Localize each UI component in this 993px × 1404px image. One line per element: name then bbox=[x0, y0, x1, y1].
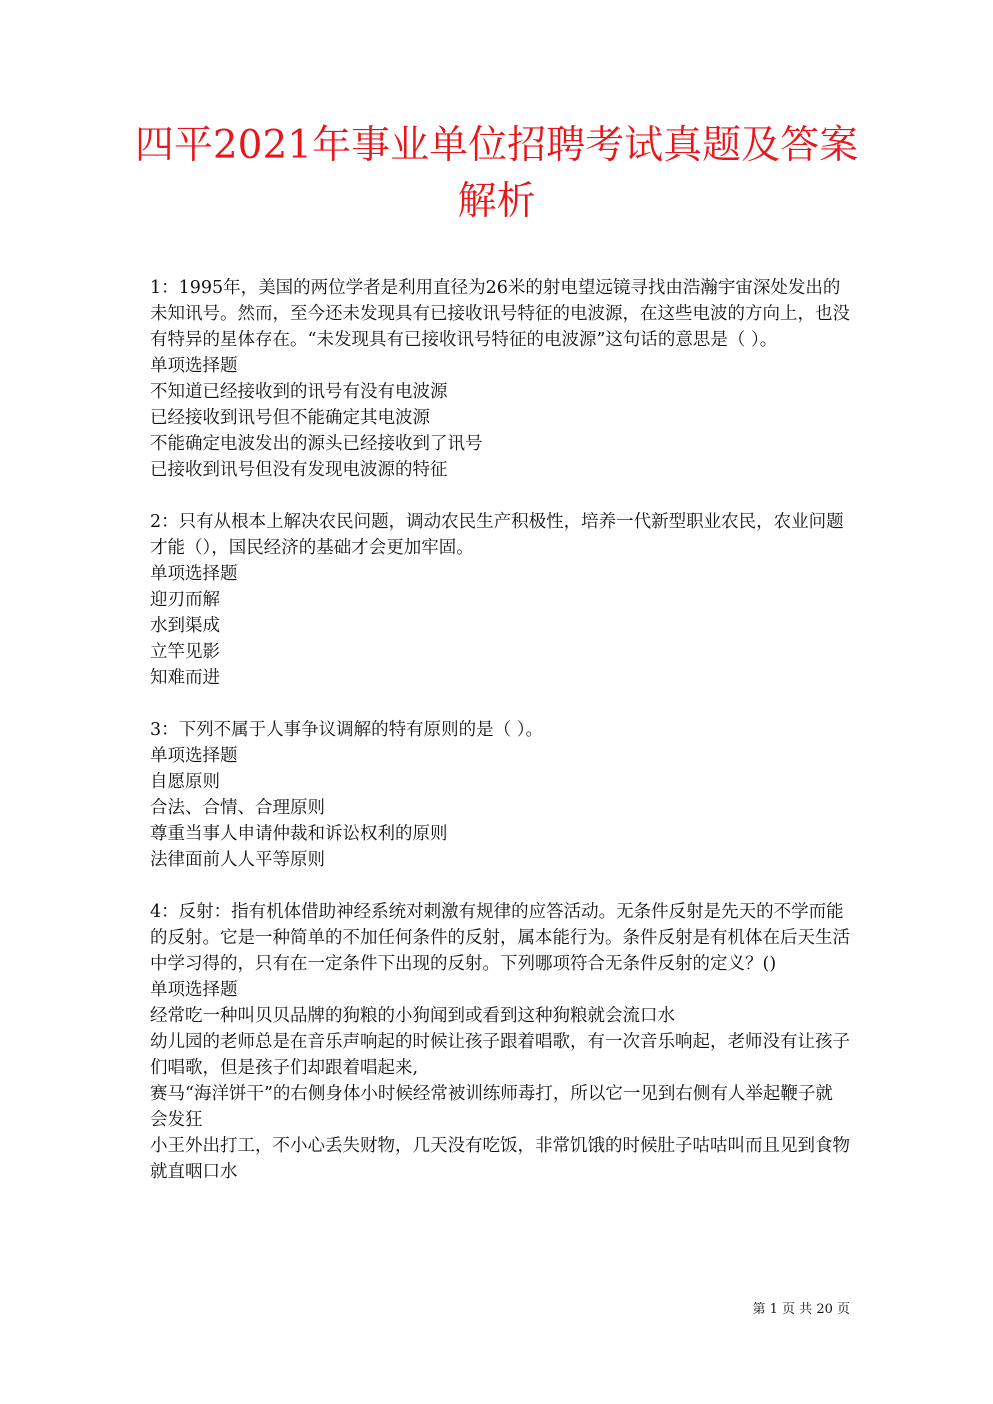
question-type: 单项选择题 bbox=[150, 356, 238, 376]
question-type: 单项选择题 bbox=[150, 746, 238, 766]
answer-option: 小王外出打工，不小心丢失财物，几天没有吃饭，非常饥饿的时候肚子咕咕叫而且见到食物就直咽口水 bbox=[150, 1136, 850, 1182]
question-2 bbox=[150, 509, 850, 691]
answer-option: 水到渠成 bbox=[150, 616, 220, 636]
answer-option: 自愿原则 bbox=[150, 772, 220, 792]
question-type: 单项选择题 bbox=[150, 564, 238, 584]
page-number: 第 1 页 共 20 页 bbox=[752, 1302, 850, 1317]
question-1 bbox=[150, 275, 850, 483]
document-title: 四平2021年事业单位招聘考试真题及答案解析 bbox=[134, 123, 859, 224]
question-stem: 2：只有从根本上解决农民问题，调动农民生产积极性，培养一代新型职业农民，农业问题才能（），国民经济的基础才会更加牢固。 bbox=[150, 512, 844, 558]
question-4 bbox=[150, 899, 850, 1185]
question-3 bbox=[150, 717, 850, 873]
answer-option: 迎刃而解 bbox=[150, 590, 220, 610]
answer-option: 已经接收到讯号但不能确定其电波源 bbox=[150, 408, 430, 428]
answer-option: 赛马“海洋饼干”的右侧身体小时候经常被训练师毒打，所以它一见到右侧有人举起鞭子就会发狂 bbox=[150, 1084, 833, 1130]
answer-option: 不能确定电波发出的源头已经接收到了讯号 bbox=[150, 434, 483, 454]
question-stem: 3：下列不属于人事争议调解的特有原则的是（ ）。 bbox=[150, 720, 543, 740]
question-stem: 4：反射：指有机体借助神经系统对刺激有规律的应答活动。无条件反射是先天的不学而能的反射。它是一种简单的不加任何条件的反射，属本能行为。条件反射是有机体在后天生活中学习得的，只有在一定条件下出现的反射。下列哪项符合无条件反射的定义？() bbox=[150, 902, 850, 974]
answer-option: 立竿见影 bbox=[150, 642, 220, 662]
answer-option: 尊重当事人申请仲裁和诉讼权利的原则 bbox=[150, 824, 448, 844]
answer-option: 经常吃一种叫贝贝品牌的狗粮的小狗闻到或看到这种狗粮就会流口水 bbox=[150, 1006, 675, 1026]
answer-option: 幼儿园的老师总是在音乐声响起的时候让孩子跟着唱歌，有一次音乐响起，老师没有让孩子们唱歌，但是孩子们却跟着唱起来, bbox=[150, 1032, 850, 1078]
question-type: 单项选择题 bbox=[150, 980, 238, 1000]
question-stem: 1：1995年，美国的两位学者是利用直径为26米的射电望远镜寻找由浩瀚宇宙深处发出的未知讯号。然而，至今还未发现具有已接收讯号特征的电波源，在这些电波的方向上，也没有特异的星体存在。“未发现具有已接收讯号特征的电波源”这句话的意思是（ ）。 bbox=[150, 278, 850, 350]
answer-option: 合法、合情、合理原则 bbox=[150, 798, 325, 818]
question-list bbox=[150, 275, 850, 1211]
answer-option: 知难而进 bbox=[150, 668, 220, 688]
answer-option: 已接收到讯号但没有发现电波源的特征 bbox=[150, 460, 448, 480]
answer-option: 法律面前人人平等原则 bbox=[150, 850, 325, 870]
answer-option: 不知道已经接收到的讯号有没有电波源 bbox=[150, 382, 448, 402]
